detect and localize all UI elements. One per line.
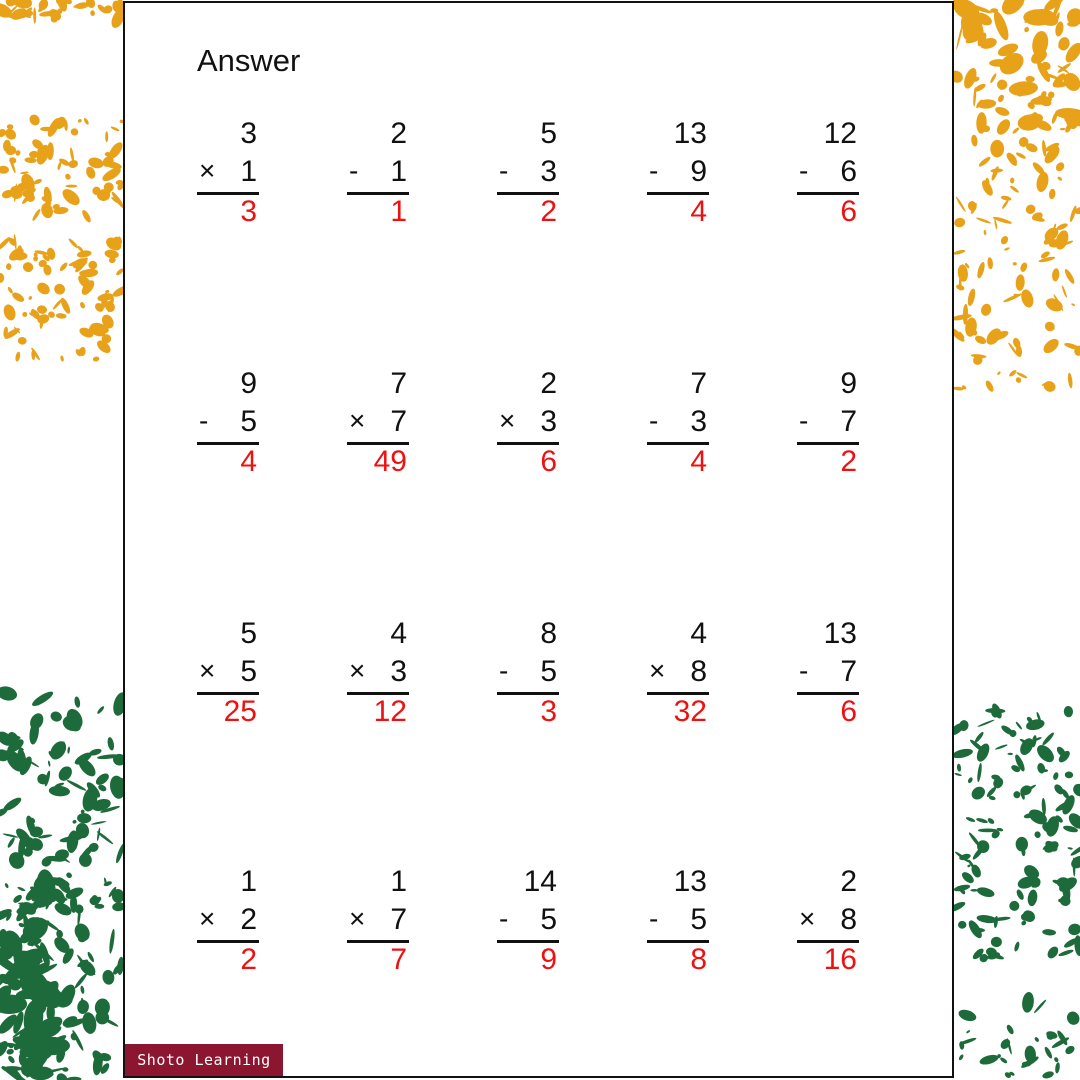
operator-sign: × <box>349 903 366 934</box>
operator-sign: - <box>499 903 509 934</box>
top-operand: 2 <box>390 117 407 150</box>
math-problem <box>797 867 859 977</box>
answer-value: 16 <box>823 943 857 976</box>
answer-value: 6 <box>540 445 557 478</box>
math-problem <box>347 619 409 729</box>
bottom-operand: 5 <box>540 903 557 936</box>
math-problem <box>347 119 409 229</box>
operator-sign: × <box>799 903 816 934</box>
top-operand: 9 <box>240 367 257 400</box>
bottom-operand: 6 <box>840 155 857 188</box>
math-problem <box>647 369 709 479</box>
bottom-operand: 8 <box>690 655 707 688</box>
operator-sign: × <box>199 155 216 186</box>
top-operand: 13 <box>673 865 707 898</box>
math-problem <box>347 867 409 977</box>
operator-sign: - <box>799 405 809 436</box>
answer-value: 9 <box>540 943 557 976</box>
answer-value: 49 <box>373 445 407 478</box>
answer-value: 4 <box>240 445 257 478</box>
math-problem <box>497 619 559 729</box>
math-problem <box>647 619 709 729</box>
top-operand: 12 <box>823 117 857 150</box>
answer-value: 2 <box>240 943 257 976</box>
top-operand: 1 <box>240 865 257 898</box>
operator-sign: - <box>649 405 659 436</box>
bottom-operand: 5 <box>540 655 557 688</box>
top-operand: 3 <box>240 117 257 150</box>
answer-value: 6 <box>840 195 857 228</box>
answer-value: 25 <box>223 695 257 728</box>
top-operand: 13 <box>823 617 857 650</box>
bottom-operand: 5 <box>240 405 257 438</box>
bottom-operand: 9 <box>690 155 707 188</box>
operator-sign: - <box>799 155 809 186</box>
answer-value: 3 <box>240 195 257 228</box>
answer-value: 6 <box>840 695 857 728</box>
bottom-operand: 3 <box>390 655 407 688</box>
answer-value: 4 <box>690 445 707 478</box>
bottom-operand: 8 <box>840 903 857 936</box>
bottom-operand: 2 <box>240 903 257 936</box>
bottom-operand: 3 <box>690 405 707 438</box>
answer-value: 2 <box>840 445 857 478</box>
top-operand: 9 <box>840 367 857 400</box>
bottom-operand: 3 <box>540 405 557 438</box>
answer-value: 1 <box>390 195 407 228</box>
bottom-operand: 7 <box>840 655 857 688</box>
math-problem <box>197 369 259 479</box>
operator-sign: - <box>199 405 209 436</box>
top-operand: 5 <box>240 617 257 650</box>
bottom-operand: 3 <box>540 155 557 188</box>
top-operand: 7 <box>690 367 707 400</box>
bottom-operand: 5 <box>240 655 257 688</box>
top-operand: 13 <box>673 117 707 150</box>
operator-sign: × <box>499 405 516 436</box>
math-problem <box>197 867 259 977</box>
math-problem <box>497 119 559 229</box>
bottom-operand: 7 <box>390 405 407 438</box>
bottom-operand: 1 <box>390 155 407 188</box>
top-operand: 2 <box>540 367 557 400</box>
worksheet-page <box>123 1 954 1078</box>
answer-value: 3 <box>540 695 557 728</box>
top-operand: 4 <box>690 617 707 650</box>
page-title: Answer <box>197 43 301 78</box>
operator-sign: × <box>199 655 216 686</box>
top-operand: 7 <box>390 367 407 400</box>
math-problem <box>647 119 709 229</box>
top-operand: 4 <box>390 617 407 650</box>
operator-sign: - <box>649 155 659 186</box>
top-operand: 14 <box>523 865 557 898</box>
top-operand: 2 <box>840 865 857 898</box>
math-problem <box>197 619 259 729</box>
operator-sign: × <box>649 655 666 686</box>
bottom-operand: 7 <box>390 903 407 936</box>
answer-value: 8 <box>690 943 707 976</box>
bottom-operand: 7 <box>840 405 857 438</box>
operator-sign: × <box>349 655 366 686</box>
math-problem <box>497 867 559 977</box>
math-problem <box>497 369 559 479</box>
answer-value: 7 <box>390 943 407 976</box>
answer-value: 4 <box>690 195 707 228</box>
bottom-operand: 1 <box>240 155 257 188</box>
operator-sign: - <box>799 655 809 686</box>
operator-sign: - <box>499 155 509 186</box>
answer-value: 32 <box>673 695 707 728</box>
bottom-operand: 5 <box>690 903 707 936</box>
operator-sign: - <box>349 155 359 186</box>
math-problem <box>797 369 859 479</box>
operator-sign: - <box>649 903 659 934</box>
math-problem <box>797 119 859 229</box>
operator-sign: × <box>349 405 366 436</box>
math-problem <box>347 369 409 479</box>
math-problem <box>797 619 859 729</box>
math-problem <box>647 867 709 977</box>
top-operand: 1 <box>390 865 407 898</box>
answer-value: 12 <box>373 695 407 728</box>
operator-sign: × <box>199 903 216 934</box>
top-operand: 5 <box>540 117 557 150</box>
answer-value: 2 <box>540 195 557 228</box>
top-operand: 8 <box>540 617 557 650</box>
operator-sign: - <box>499 655 509 686</box>
math-problem <box>197 119 259 229</box>
brand-label: Shoto Learning <box>125 1044 283 1076</box>
